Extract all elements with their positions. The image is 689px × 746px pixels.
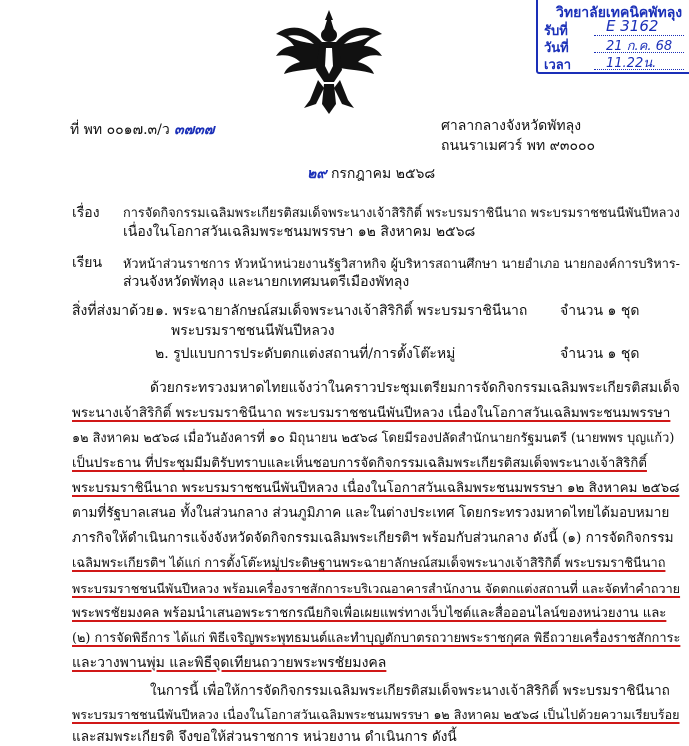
body-p1-line7: ภารกิจให้ดำเนินการแจ้งจังหวัดจัดกิจกรรมเฉลิมพระเกียรติฯ พร้อมกับส่วนกลาง ดังนี้ (๑) การจัดกิจกรรม — [72, 530, 674, 546]
reference-number — [70, 122, 214, 139]
received-stamp — [536, 0, 689, 74]
enclosure-item1-quantity: จำนวน ๑ ชุด — [560, 303, 640, 319]
stamp-time: 11.22น. — [606, 56, 657, 71]
stamp-date-label: วันที่ — [544, 41, 569, 56]
body-p1-line2: พระนางเจ้าสิริกิติ์ พระบรมราชินีนาถ พระบรมราชชนนีพันปีหลวง เนื่องในโอกาสวันเฉลิมพระชนมพรรษา — [72, 405, 671, 421]
enclosure-item2-quantity: จำนวน ๑ ชุด — [560, 346, 640, 362]
stamp-institution: วิทยาลัยเทคนิคพัทลุง — [556, 5, 683, 21]
salutation-line2: ส่วนจังหวัดพัทลุง และนายกเทศมนตรีเมืองพัทลุง — [123, 274, 410, 290]
body-p1-line1 — [150, 380, 680, 397]
body-p2-line1: ในการนี้ เพื่อให้การจัดกิจกรรมเฉลิมพระเกียรติสมเด็จพระนางเจ้าสิริกิติ์ พระบรมราชินีนาถ — [150, 683, 670, 699]
body-p1-line8: เฉลิมพระเกียรติฯ ได้แก่ การตั้งโต๊ะหมู่ประดิษฐานพระฉายาลักษณ์สมเด็จพระนางเจ้าสิริกิติ์ พระบรมราชินีนาถ — [72, 556, 666, 571]
stamp-date: 21 ก.ค. 68 — [606, 39, 673, 54]
stamp-received-no-label: รับที่ — [544, 24, 568, 39]
salutation-line1: หัวหน้าส่วนราชการ หัวหน้าหน่วยงานรัฐวิสาหกิจ ผู้บริหารสถานศึกษา นายอำเภอ นายกองค์การบริหาร- — [123, 256, 680, 271]
enclosure-item2: ๒. รูปแบบการประดับตกแต่งสถานที่/การตั้งโต๊ะหมู่ — [155, 346, 456, 362]
garuda-emblem — [270, 8, 388, 116]
subject-line1: การจัดกิจกรรมเฉลิมพระเกียรติสมเด็จพระนางเจ้าสิริกิติ์ พระบรมราชินีนาถ พระบรมราชชนนีพันปีหลวง — [123, 206, 680, 221]
body-p1-line9: พระบรมราชชนนีพันปีหลวง พร้อมเครื่องราชสักการะบริเวณอาคารสำนักงาน จัดตกแต่งสถานที่ และจัดทำคำถวาย — [72, 581, 681, 596]
document-date — [307, 166, 435, 183]
body-p1-line3: ๑๒ สิงหาคม ๒๕๖๘ เมื่อวันอังคารที่ ๑๐ มิถุนายน ๒๕๖๘ โดยมีรองปลัดสำนักนายกรัฐมนตรี (นายพพร บุญแก้ว) — [72, 431, 675, 446]
body-p1-line10: พระพรชัยมงคล พร้อมนำเสนอพระราชกรณียกิจเพื่อเผยแพร่ทางเว็บไซต์และสื่อออนไลน์ของหน่วยงาน และ — [72, 606, 667, 621]
reference-prefix: ที่ พท ๐๐๑๗.๓/ว — [70, 122, 170, 138]
body-p1-line5: พระบรมราชินีนาถ พระบรมราชชนนีพันปีหลวง เนื่องในโอกาสวันเฉลิมพระชนมพรรษา ๑๒ สิงหาคม ๒๕๖๘ — [72, 481, 680, 496]
enclosures-label: สิ่งที่ส่งมาด้วย — [72, 303, 155, 319]
body-p1-line12: และวางพานพุ่ม และพิธีจุดเทียนถวายพระพรชัยมงคล — [72, 655, 387, 671]
body-p1-line6: ตามที่รัฐบาลเสนอ ทั้งในส่วนกลาง ส่วนภูมิภาค และในต่างประเทศ โดยกระทรวงมหาดไทยได้มอบหมาย — [72, 505, 670, 521]
subject-label: เรื่อง — [72, 205, 100, 221]
body-p1-line4: เป็นประธาน ที่ประชุมมีมติรับทราบและเห็นชอบการจัดกิจกรรมเฉลิมพระเกียรติสมเด็จพระนางเจ้าสิริกิติ์ — [72, 456, 647, 471]
reference-handwritten-number: ๓๗๓๗ — [174, 122, 215, 138]
subject-line2: เนื่องในโอกาสวันเฉลิมพระชนมพรรษา ๑๒ สิงหาคม ๒๕๖๘ — [123, 224, 476, 240]
body-p2-line2: พระบรมราชชนนีพันปีหลวง เนื่องในโอกาสวันเฉลิมพระชนมพรรษา ๑๒ สิงหาคม ๒๕๖๘ เป็นไปด้วยความเรียบร้อย — [72, 707, 680, 722]
office-address-line2: ถนนราเมศวร์ พท ๙๓๐๐๐ — [441, 138, 596, 154]
stamp-time-label: เวลา — [544, 58, 572, 73]
enclosure-item1-line2: พระบรมราชชนนีพันปีหลวง — [171, 323, 335, 339]
body-p1-line1-text: ด้วยกระทรวงมหาดไทยแจ้งว่าในคราวประชุมเตรียมการจัดกิจกรรมเฉลิมพระเกียรติสมเด็จ — [150, 380, 680, 396]
office-address-line1: ศาลากลางจังหวัดพัทลุง — [441, 118, 582, 134]
stamp-received-no: E 3162 — [606, 17, 659, 35]
body-p1-line11: (๒) การจัดพิธีการ ได้แก่ พิธีเจริญพระพุทธมนต์และทำบุญตักบาตรถวายพระราชกุศล พิธีถวายเครื่องราชสักการะ — [72, 631, 681, 646]
document-date-day: ๒๙ — [307, 166, 327, 182]
document-date-month-year: กรกฎาคม ๒๕๖๘ — [330, 166, 436, 182]
body-p2-line3: และสมพระเกียรติ จึงขอให้ส่วนราชการ หน่วยงาน ดำเนินการ ดังนี้ — [72, 729, 457, 745]
salutation-label: เรียน — [72, 255, 103, 271]
enclosure-item1-line1: ๑. พระฉายาลักษณ์สมเด็จพระนางเจ้าสิริกิติ์ พระบรมราชินีนาถ — [155, 303, 528, 319]
